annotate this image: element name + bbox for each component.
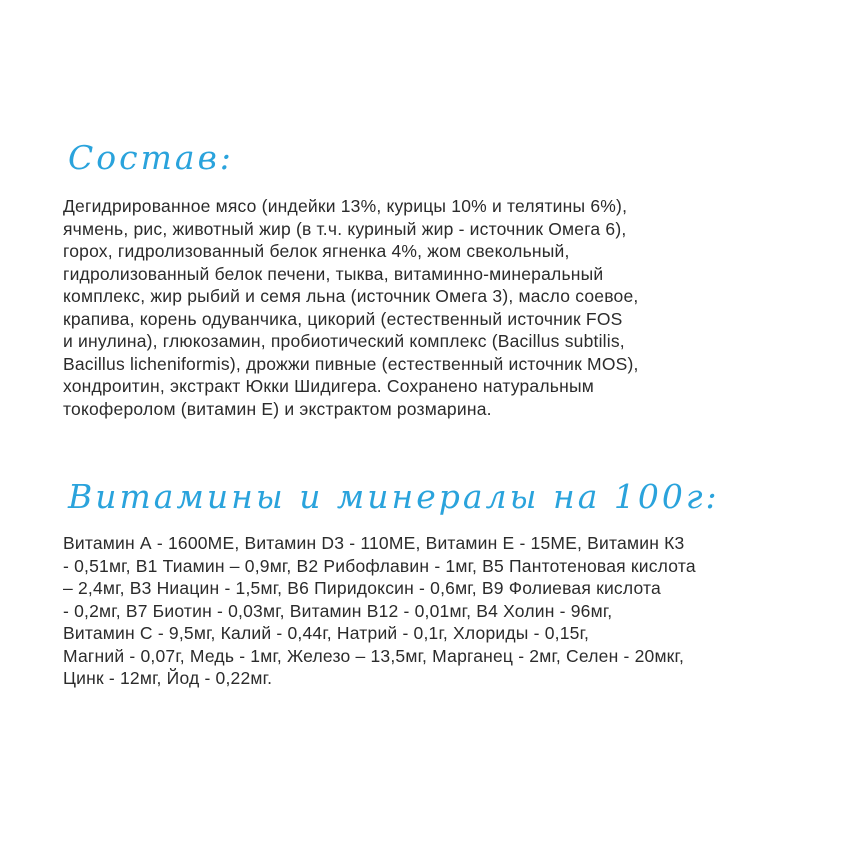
vitamins-line: - 0,2мг, В7 Биотин - 0,03мг, Витамин В12 - 0,01мг, В4 Холин - 96мг,	[63, 600, 613, 621]
composition-line: Bacillus licheniformis), дрожжи пивные (естественный источник MOS),	[63, 353, 639, 374]
composition-line: комплекс, жир рыбий и семя льна (источник Омега 3), масло соевое,	[63, 286, 639, 306]
composition-line: Дегидрированное мясо (индейки 13%, курицы 10% и телятины 6%),	[63, 196, 628, 216]
vitamins-line: Магний - 0,07г, Медь - 1мг, Железо – 13,5мг, Марганец - 2мг, Селен - 20мкг,	[63, 645, 685, 666]
vitamins-line: - 0,51мг, В1 Тиамин – 0,9мг, В2 Рибофлавин - 1мг, В5 Пантотеновая кислота	[63, 555, 696, 576]
composition-text	[63, 195, 639, 420]
composition-line: горох, гидролизованный белок ягненка 4%, жом свекольный,	[63, 241, 570, 261]
vitamins-line: Цинк - 12мг, Йод - 0,22мг.	[63, 668, 273, 688]
vitamins-heading: Витамины и минералы на 100г:	[68, 477, 720, 516]
vitamins-line: Витамин А - 1600МЕ, Витамин D3 - 110МЕ, Витамин Е - 15МЕ, Витамин К3	[63, 533, 685, 553]
vitamins-line: – 2,4мг, В3 Ниацин - 1,5мг, В6 Пиридоксин - 0,6мг, В9 Фолиевая кислота	[63, 578, 661, 598]
composition-line: токоферолом (витамин Е) и экстрактом розмарина.	[63, 398, 492, 419]
composition-line: хондроитин, экстракт Юкки Шидигера. Сохранено натуральным	[63, 376, 594, 396]
composition-line: гидролизованный белок печени, тыква, витаминно-минеральный	[63, 263, 604, 284]
vitamins-line: Витамин С - 9,5мг, Калий - 0,44г, Натрий - 0,1г, Хлориды - 0,15г,	[63, 623, 590, 643]
composition-line: крапива, корень одуванчика, цикорий (естественный источник FOS	[63, 308, 623, 329]
composition-line: и инулина), глюкозамин, пробиотический комплекс (Bacillus subtilis,	[63, 331, 625, 351]
composition-line: ячмень, рис, животный жир (в т.ч. куриный жир - источник Омега 6),	[63, 218, 627, 239]
composition-heading: Состав:	[68, 138, 234, 177]
vitamins-text	[63, 532, 696, 690]
